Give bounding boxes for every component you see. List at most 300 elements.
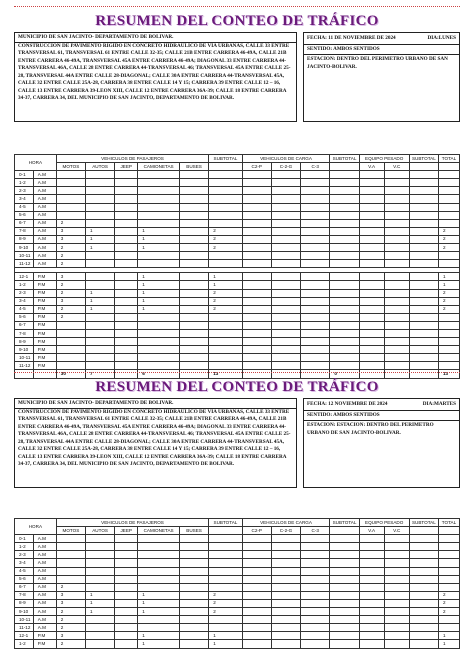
count-cell	[438, 211, 459, 219]
table-row	[15, 235, 460, 243]
count-cell	[359, 235, 384, 243]
count-cell	[115, 203, 138, 211]
count-cell	[409, 219, 438, 227]
count-cell	[179, 195, 208, 203]
count-cell	[115, 551, 138, 559]
count-cell	[271, 362, 300, 370]
table-row	[15, 321, 460, 329]
hour-cell: 9-10	[15, 608, 34, 616]
col-equipo-pesado: EQUIPO PESADO	[359, 155, 409, 163]
count-cell	[209, 321, 242, 329]
count-cell	[242, 329, 271, 337]
count-cell	[242, 203, 271, 211]
count-cell	[409, 591, 438, 599]
count-cell	[384, 599, 409, 607]
count-cell	[409, 599, 438, 607]
count-cell	[56, 203, 85, 211]
count-cell: 2	[56, 281, 85, 289]
count-cell	[138, 362, 180, 370]
count-cell	[301, 362, 330, 370]
count-cell	[359, 346, 384, 354]
hour-cell: A.M	[33, 551, 56, 559]
count-cell	[301, 297, 330, 305]
municipio: MUNICIPIO DE SAN JACINTO- DEPARTAMENTO DE BOLIVAR.	[15, 400, 296, 409]
table-row	[15, 244, 460, 252]
count-cell	[271, 535, 300, 543]
count-cell	[138, 543, 180, 551]
count-cell	[330, 632, 359, 640]
hour-cell: 12-1	[15, 632, 34, 640]
count-cell	[179, 559, 208, 567]
count-cell	[56, 354, 85, 362]
count-cell	[271, 179, 300, 187]
count-cell	[138, 203, 180, 211]
count-cell	[330, 551, 359, 559]
table-row	[15, 599, 460, 607]
count-cell: 3	[56, 273, 85, 281]
count-cell	[115, 599, 138, 607]
count-cell: 2	[209, 297, 242, 305]
count-cell	[384, 260, 409, 268]
count-cell	[56, 575, 85, 583]
count-cell: 2	[56, 244, 85, 252]
count-cell	[86, 281, 115, 289]
hour-cell: 6-7	[15, 219, 34, 227]
count-cell	[242, 354, 271, 362]
hour-cell: 2-3	[15, 551, 34, 559]
count-cell	[138, 313, 180, 321]
count-cell: 3	[56, 235, 85, 243]
col-c3: C-3	[301, 527, 330, 535]
col-subtotal: SUBTOTAL	[409, 519, 438, 527]
count-cell	[242, 362, 271, 370]
count-cell	[409, 354, 438, 362]
count-cell	[330, 203, 359, 211]
count-cell	[86, 203, 115, 211]
count-cell	[271, 567, 300, 575]
hour-cell: 11-12	[15, 362, 34, 370]
count-cell	[115, 273, 138, 281]
count-cell: 2	[209, 608, 242, 616]
hour-cell: 7-8	[15, 329, 34, 337]
count-cell	[56, 567, 85, 575]
count-cell	[209, 179, 242, 187]
count-cell	[359, 281, 384, 289]
count-cell: 2	[56, 624, 85, 632]
count-cell	[359, 567, 384, 575]
sentido: SENTIDO: AMBOS SENTIDOS	[304, 45, 459, 56]
count-cell	[242, 551, 271, 559]
count-cell	[115, 338, 138, 346]
count-cell: 1	[438, 273, 459, 281]
count-cell	[438, 219, 459, 227]
count-cell	[115, 354, 138, 362]
count-cell	[138, 211, 180, 219]
count-cell	[330, 354, 359, 362]
count-cell	[115, 179, 138, 187]
count-cell	[301, 329, 330, 337]
hour-cell: P.M	[33, 281, 56, 289]
count-cell	[115, 640, 138, 648]
count-cell	[115, 289, 138, 297]
count-cell	[179, 171, 208, 179]
count-cell	[56, 321, 85, 329]
count-cell	[301, 235, 330, 243]
count-cell: 1	[138, 244, 180, 252]
hour-cell: A.M	[33, 244, 56, 252]
count-cell	[301, 281, 330, 289]
count-cell	[330, 599, 359, 607]
count-cell: 2	[56, 616, 85, 624]
count-cell	[409, 608, 438, 616]
count-cell	[138, 219, 180, 227]
col-hora: HORA	[15, 155, 57, 171]
count-cell	[384, 281, 409, 289]
hour-cell: 7-8	[15, 227, 34, 235]
count-cell	[209, 329, 242, 337]
report-info	[14, 32, 460, 122]
count-cell	[409, 338, 438, 346]
count-cell	[301, 354, 330, 362]
col-subtotal: SUBTOTAL	[209, 519, 242, 527]
count-cell	[384, 567, 409, 575]
table-row	[15, 260, 460, 268]
count-cell	[359, 354, 384, 362]
table-row	[15, 575, 460, 583]
hour-cell: A.M	[33, 227, 56, 235]
hour-cell: A.M	[33, 195, 56, 203]
hour-cell: A.M	[33, 235, 56, 243]
count-cell	[359, 543, 384, 551]
col-buses: BUSES	[179, 527, 208, 535]
count-cell	[301, 535, 330, 543]
count-cell	[179, 203, 208, 211]
col-vc: V.C	[384, 527, 409, 535]
count-cell	[330, 195, 359, 203]
table-row	[15, 362, 460, 370]
count-cell	[179, 543, 208, 551]
col-camionetas: CAMIONETAS	[138, 163, 180, 171]
count-cell	[115, 616, 138, 624]
count-cell: 1	[86, 297, 115, 305]
count-cell	[138, 624, 180, 632]
hour-cell: 9-10	[15, 346, 34, 354]
hour-cell: A.M	[33, 575, 56, 583]
count-cell	[330, 305, 359, 313]
count-cell	[179, 551, 208, 559]
count-cell: 1	[86, 305, 115, 313]
count-cell	[359, 338, 384, 346]
count-cell	[301, 599, 330, 607]
count-cell	[86, 583, 115, 591]
count-cell	[330, 362, 359, 370]
count-cell	[242, 567, 271, 575]
hour-cell: 3-4	[15, 559, 34, 567]
col-total: TOTAL	[438, 519, 459, 527]
report-2	[14, 376, 460, 488]
count-cell: 1	[138, 640, 180, 648]
count-cell	[359, 227, 384, 235]
project-box	[14, 32, 297, 122]
count-cell	[409, 535, 438, 543]
count-cell	[384, 227, 409, 235]
count-cell	[330, 543, 359, 551]
count-cell	[115, 535, 138, 543]
meta-box	[303, 32, 460, 122]
col-hora: HORA	[15, 519, 57, 535]
count-cell	[209, 187, 242, 195]
count-cell	[359, 362, 384, 370]
hour-cell: A.M	[33, 211, 56, 219]
count-cell	[330, 329, 359, 337]
hour-cell: 2-3	[15, 289, 34, 297]
count-cell	[56, 551, 85, 559]
count-cell	[409, 321, 438, 329]
count-cell	[330, 235, 359, 243]
count-cell	[384, 273, 409, 281]
hour-cell: A.M	[33, 203, 56, 211]
count-cell	[179, 211, 208, 219]
count-cell: 1	[138, 599, 180, 607]
count-cell	[384, 235, 409, 243]
count-cell	[271, 313, 300, 321]
count-cell	[209, 362, 242, 370]
project-description: CONSTRUCCION DE PAVIMENTO RIGIDO EN CONCRETO HIDRAULICO DE VIA URBANAS, CALLE 33 ENTRE TRANSVERSAL 61, TRANSVERSAL 61 ENTRE CALLE 32-35; CALLE 21B ENTRE CARRERA 46-49A, CALLE 21B ENTRE CARRERA 46-49A, TRANSVERSAL 45A ENTRE CARRERA 46-49A; DIAGONAL 33 ENTRE CARRERA 44-TRANSVERSAL 46A, CALLE 28 ENTRE CARRERA 44-TRANSVERSAL 46; TRANSVERSAL 45A ENTRE CALLE 25-28, TRANSVERSAL 44A ENTRE CALLE 28-DIAGONAL; CALLE 30A ENTRE CARRERA 44-TRANSVERSAL 45A, CALLE 32 ENTRE CALLE 25A-28, CARRERA 38 ENTRE CALLE 14 Y 15; CARRERA 39 ENTRE CALLE 12 – 16, CALLE 13 ENTRE CARRERA 39-LEON XIII, CALLE 12 ENTRE CARRERA 36A-39; CALLE 18 ENTRE CARRERA 34-37, CARRERA 34, DEL MUNICIPIO DE SAN JACINTO, DEPARTAMENTO DE BOLIVAR.	[18, 42, 291, 101]
count-cell	[271, 583, 300, 591]
hour-cell: A.M	[33, 543, 56, 551]
count-cell: 1	[438, 632, 459, 640]
count-cell	[271, 575, 300, 583]
hour-cell: 1-2	[15, 281, 34, 289]
hour-cell: A.M	[33, 559, 56, 567]
count-cell	[330, 171, 359, 179]
count-cell	[242, 187, 271, 195]
count-cell	[438, 575, 459, 583]
count-cell	[209, 567, 242, 575]
col-jeep: JEEP	[115, 527, 138, 535]
count-cell	[301, 346, 330, 354]
table-row	[15, 171, 460, 179]
count-cell: 1	[209, 640, 242, 648]
count-cell	[409, 640, 438, 648]
count-cell	[242, 313, 271, 321]
count-cell	[301, 559, 330, 567]
count-cell	[409, 289, 438, 297]
count-cell	[179, 624, 208, 632]
sentido: SENTIDO: AMBOS SENTIDOS	[304, 411, 459, 422]
count-cell	[409, 313, 438, 321]
page-divider	[14, 6, 460, 7]
table-row	[15, 252, 460, 260]
hour-cell: A.M	[33, 219, 56, 227]
count-cell	[359, 329, 384, 337]
count-cell	[359, 297, 384, 305]
col-subtotal: SUBTOTAL	[209, 155, 242, 163]
fecha: FECHA: 11 DE NOVIEMBRE DE 2024	[307, 35, 396, 41]
count-cell	[271, 297, 300, 305]
count-cell	[330, 338, 359, 346]
count-cell	[384, 313, 409, 321]
table-row	[15, 567, 460, 575]
count-cell	[384, 608, 409, 616]
count-cell	[301, 252, 330, 260]
count-cell	[56, 179, 85, 187]
count-cell	[359, 171, 384, 179]
count-cell	[115, 195, 138, 203]
hour-cell: 11-12	[15, 624, 34, 632]
count-cell	[115, 187, 138, 195]
count-cell	[115, 171, 138, 179]
table-row	[15, 297, 460, 305]
count-cell	[242, 575, 271, 583]
count-cell	[179, 608, 208, 616]
col-sub-blank	[409, 163, 438, 171]
count-cell	[138, 321, 180, 329]
col-vehiculos-carga: VEHICULOS DE CARGA	[242, 155, 330, 163]
count-cell	[384, 575, 409, 583]
total-cell: 13	[438, 370, 459, 378]
hour-cell: P.M	[33, 329, 56, 337]
count-cell: 2	[209, 599, 242, 607]
count-cell: 2	[438, 599, 459, 607]
count-cell	[209, 346, 242, 354]
count-cell: 2	[56, 583, 85, 591]
count-cell	[86, 211, 115, 219]
count-cell	[209, 211, 242, 219]
count-cell	[179, 244, 208, 252]
count-cell: 1	[209, 632, 242, 640]
count-cell	[115, 281, 138, 289]
count-cell	[115, 632, 138, 640]
count-cell	[86, 273, 115, 281]
count-cell: 1	[86, 235, 115, 243]
count-cell	[409, 171, 438, 179]
hour-cell: A.M	[33, 608, 56, 616]
count-cell	[242, 599, 271, 607]
count-cell	[179, 346, 208, 354]
count-cell	[86, 567, 115, 575]
count-cell	[359, 211, 384, 219]
hour-cell: 4-5	[15, 203, 34, 211]
count-cell	[384, 338, 409, 346]
count-cell: 1	[86, 227, 115, 235]
count-cell	[409, 203, 438, 211]
count-cell	[330, 179, 359, 187]
count-cell	[330, 321, 359, 329]
count-cell	[86, 624, 115, 632]
count-cell	[409, 195, 438, 203]
count-cell	[115, 575, 138, 583]
hour-cell: 7-8	[15, 591, 34, 599]
count-cell	[359, 624, 384, 632]
table-row	[15, 338, 460, 346]
meta-box	[303, 398, 460, 488]
count-cell	[271, 559, 300, 567]
count-cell	[242, 632, 271, 640]
count-cell	[271, 289, 300, 297]
count-cell	[330, 281, 359, 289]
count-cell	[86, 252, 115, 260]
count-cell	[301, 227, 330, 235]
count-cell	[115, 260, 138, 268]
count-cell	[409, 624, 438, 632]
count-cell	[179, 616, 208, 624]
count-cell	[359, 187, 384, 195]
count-cell: 1	[138, 235, 180, 243]
count-cell	[301, 260, 330, 268]
count-cell: 2	[56, 608, 85, 616]
count-cell	[409, 329, 438, 337]
count-cell	[209, 313, 242, 321]
count-cell	[86, 616, 115, 624]
count-cell	[115, 219, 138, 227]
count-cell	[330, 559, 359, 567]
report-title: RESUMEN DEL CONTEO DE TRÁFICO	[95, 13, 379, 29]
count-cell	[209, 543, 242, 551]
count-cell	[409, 235, 438, 243]
count-cell	[301, 187, 330, 195]
count-cell	[209, 624, 242, 632]
count-cell	[179, 179, 208, 187]
count-cell	[384, 211, 409, 219]
col-sub-blank	[209, 527, 242, 535]
table-row	[15, 179, 460, 187]
count-cell	[115, 543, 138, 551]
count-cell	[438, 559, 459, 567]
count-cell	[330, 297, 359, 305]
count-cell	[115, 624, 138, 632]
count-cell: 2	[56, 260, 85, 268]
count-cell	[384, 616, 409, 624]
project-description: CONSTRUCCION DE PAVIMENTO RIGIDO EN CONCRETO HIDRAULICO DE VIA URBANAS, CALLE 33 ENTRE TRANSVERSAL 61, TRANSVERSAL 61 ENTRE CALLE 32-35; CALLE 21B ENTRE CARRERA 46-49A, CALLE 21B ENTRE CARRERA 46-49A, TRANSVERSAL 45A ENTRE CARRERA 46-49A; DIAGONAL 33 ENTRE CARRERA 44-TRANSVERSAL 46A, CALLE 28 ENTRE CARRERA 44-TRANSVERSAL 46; TRANSVERSAL 45A ENTRE CALLE 25-28, TRANSVERSAL 44A ENTRE CALLE 28-DIAGONAL; CALLE 30A ENTRE CARRERA 44-TRANSVERSAL 45A, CALLE 32 ENTRE CALLE 25A-28, CARRERA 38 ENTRE CALLE 14 Y 15; CARRERA 39 ENTRE CALLE 12 – 16, CALLE 13 ENTRE CARRERA 39-LEON XIII, CALLE 12 ENTRE CARRERA 36A-39; CALLE 18 ENTRE CARRERA 34-37, CARRERA 34, DEL MUNICIPIO DE SAN JACINTO, DEPARTAMENTO DE BOLIVAR.	[18, 408, 291, 467]
count-cell: 2	[438, 608, 459, 616]
count-cell: 2	[56, 313, 85, 321]
table-row	[15, 281, 460, 289]
count-cell	[242, 260, 271, 268]
count-cell	[242, 535, 271, 543]
count-cell	[384, 171, 409, 179]
count-cell	[115, 227, 138, 235]
total-cell: 13	[209, 370, 242, 378]
total-cell: 0	[330, 370, 359, 378]
count-cell	[209, 535, 242, 543]
count-cell	[138, 260, 180, 268]
table-row	[15, 195, 460, 203]
count-cell	[138, 329, 180, 337]
table-row	[15, 289, 460, 297]
col-motos: MOTOS	[56, 527, 85, 535]
col-vehiculos-pasajeros: VEHICULOS DE PASAJEROS	[56, 155, 208, 163]
count-cell	[438, 338, 459, 346]
count-cell	[242, 219, 271, 227]
count-cell	[384, 305, 409, 313]
count-cell	[409, 179, 438, 187]
dia: DIA:MARTES	[422, 401, 456, 407]
count-cell	[301, 179, 330, 187]
count-cell	[359, 321, 384, 329]
count-cell	[115, 244, 138, 252]
count-cell	[301, 338, 330, 346]
count-cell	[271, 195, 300, 203]
count-cell	[115, 211, 138, 219]
count-cell	[179, 535, 208, 543]
count-cell	[138, 179, 180, 187]
count-cell	[179, 583, 208, 591]
count-cell	[86, 219, 115, 227]
count-cell	[301, 543, 330, 551]
hour-cell: A.M	[33, 567, 56, 575]
table-row	[15, 632, 460, 640]
